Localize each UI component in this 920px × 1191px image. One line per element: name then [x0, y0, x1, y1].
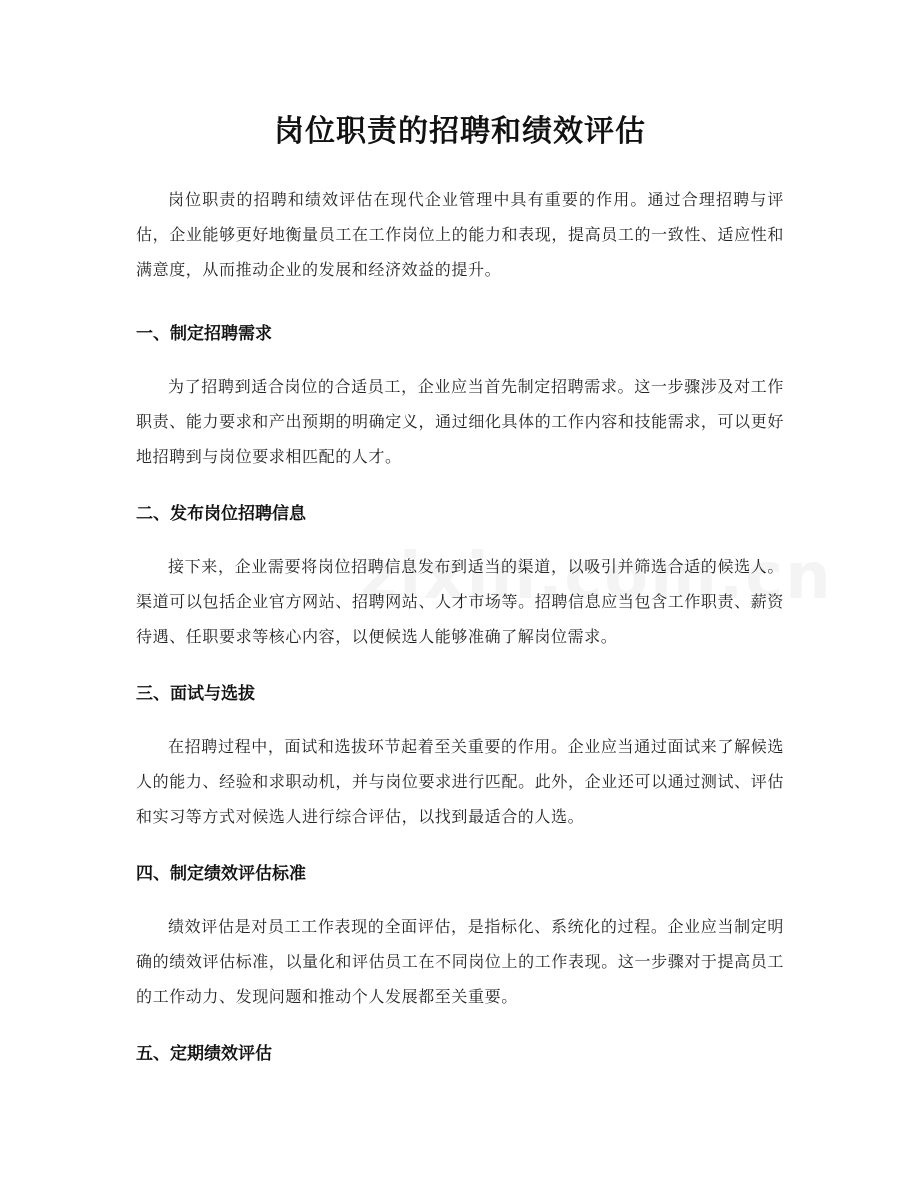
section-body-4: 绩效评估是对员工工作表现的全面评估，是指标化、系统化的过程。企业应当制定明确的绩效评估标准，以量化和评估员工在不同岗位上的工作表现。这一步骤对于提高员工的工作动力、发现问题和推动个人发展都至关重要。 [136, 917, 784, 1006]
section-heading-3: 三、面试与选拔 [136, 684, 255, 704]
intro-paragraph: 岗位职责的招聘和绩效评估在现代企业管理中具有重要的作用。通过合理招聘与评估，企业能够更好地衡量员工在工作岗位上的能力和表现，提高员工的一致性、适应性和满意度，从而推动企业的发展和经济效益的提升。 [136, 190, 784, 279]
section-body-2: 接下来，企业需要将岗位招聘信息发布到适当的渠道，以吸引并筛选合适的候选人。渠道可以包括企业官方网站、招聘网站、人才市场等。招聘信息应当包含工作职责、薪资待遇、任职要求等核心内容，以便候选人能够准确了解岗位需求。 [136, 557, 784, 646]
section-heading-4: 四、制定绩效评估标准 [136, 864, 306, 884]
section-body-1: 为了招聘到适合岗位的合适员工，企业应当首先制定招聘需求。这一步骤涉及对工作职责、能力要求和产出预期的明确定义，通过细化具体的工作内容和技能需求，可以更好地招聘到与岗位要求相匹配的人才。 [136, 377, 784, 466]
section-heading-5: 五、定期绩效评估 [136, 1044, 272, 1064]
section-heading-1: 一、制定招聘需求 [136, 324, 272, 344]
section-heading-2: 二、发布岗位招聘信息 [136, 504, 306, 524]
document-title: 岗位职责的招聘和绩效评估 [274, 114, 646, 149]
section-body-3: 在招聘过程中，面试和选拔环节起着至关重要的作用。企业应当通过面试来了解候选人的能力、经验和求职动机，并与岗位要求进行匹配。此外，企业还可以通过测试、评估和实习等方式对候选人进行综合评估，以找到最适合的人选。 [136, 737, 784, 826]
